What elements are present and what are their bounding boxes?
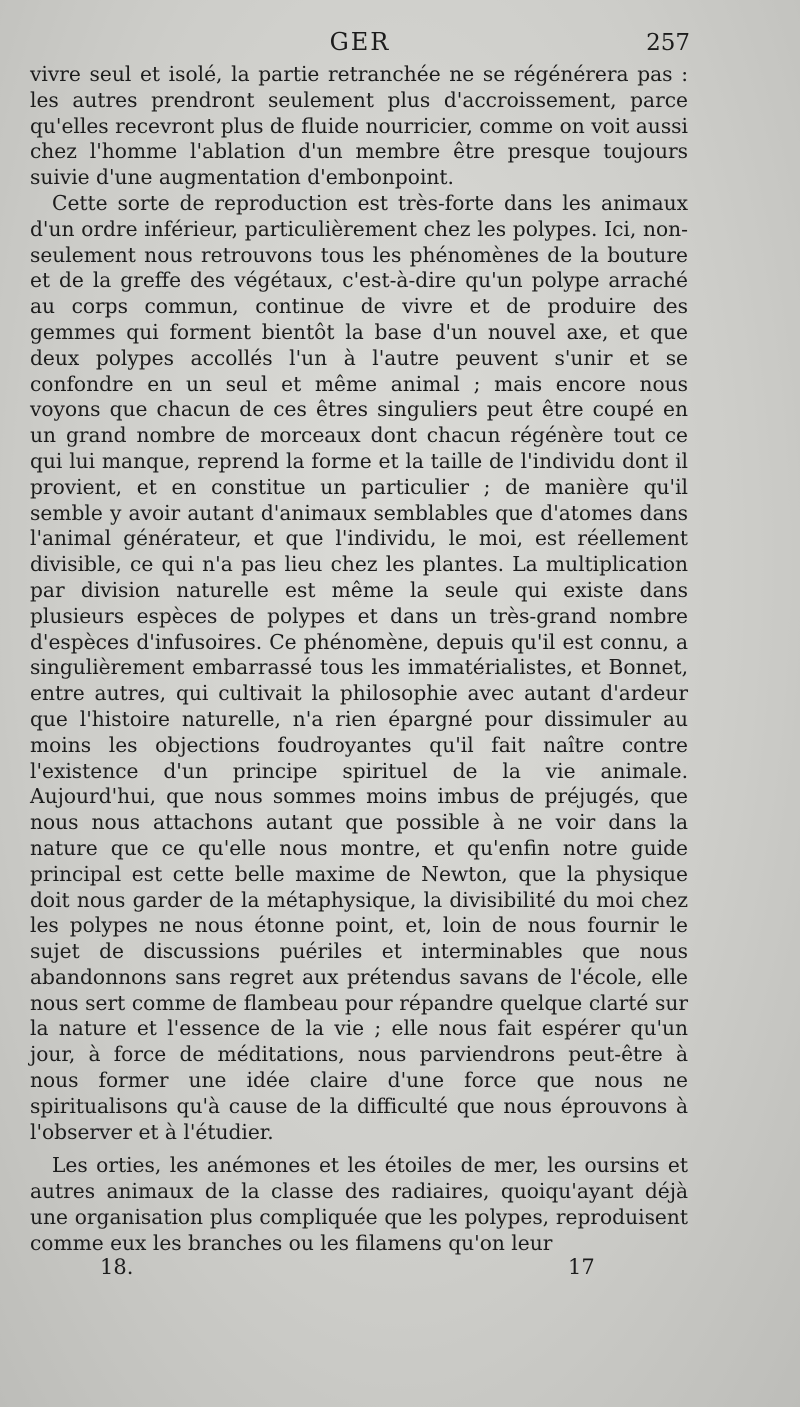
sheet-number: 17: [568, 1255, 595, 1279]
running-head: GER: [329, 28, 391, 56]
body-text: [30, 62, 688, 1257]
paragraph-reproduction: Cette sorte de reproduction est très-forte dans les animaux d'un ordre inférieur, particulièrement chez les polypes. Ici, non-seulement nous retrouvons tous les phénomènes de la bouture et de la greffe des végétaux, c'est-à-dire qu'un polype arraché au corps commun, continue de vivre et de produire des gemmes qui forment bientôt la base d'un nouvel axe, et que deux polypes accollés l'un à l'autre peuvent s'unir et se confondre en un seul et même animal ; mais encore nous voyons que chacun de ces êtres singuliers peut être coupé en un grand nombre de morceaux dont chacun régénère tout ce qui lui manque, reprend la forme et la taille de l'individu dont il provient, et en constitue un particulier ; de manière qu'il semble y avoir autant d'animaux semblables que d'atomes dans l'animal générateur, et que l'individu, le moi, est réellement divisible, ce qui n'a pas lieu chez les plantes. La multiplication par division naturelle est même la seule qui existe dans plusieurs espèces de polypes et dans un très-grand nombre d'espèces d'infusoires. Ce phénomène, depuis qu'il est connu, a singulièrement embarrassé tous les immatérialistes, et Bonnet, entre autres, qui cultivait la philosophie avec autant d'ardeur que l'histoire naturelle, n'a rien épargné pour dissimuler au moins les objections foudroyantes qu'il fait naître contre l'existence d'un principe spirituel de la vie animale. Aujourd'hui, que nous sommes moins imbus de préjugés, que nous nous attachons autant que possible à ne voir dans la nature que ce qu'elle nous montre, et qu'enfin notre guide principal est cette belle maxime de Newton, que la physique doit nous garder de la métaphysique, la divisibilité du moi chez les polypes ne nous étonne point, et, loin de nous fournir le sujet de discussions puériles et interminables que nous abandonnons sans regret aux prétendus savans de l'école, elle nous sert comme de flambeau pour répandre quelque clarté sur la nature et l'essence de la vie ; elle nous fait espérer qu'un jour, à force de méditations, nous parviendrons peut-être à nous former une idée claire d'une force que nous ne spiritualisons qu'à cause de la difficulté que nous éprouvons à l'observer et à l'étudier.: [30, 190, 688, 1144]
signature-mark: 18.: [100, 1255, 134, 1279]
paragraph-radiaires: Les orties, les anémones et les étoiles de mer, les oursins et autres animaux de la classe des radiaires, quoiqu'ayant déjà une organisation plus compliquée que les polypes, reproduisent comme eux les branches ou les filamens qu'on leur: [30, 1153, 688, 1255]
page-footer: [100, 1255, 600, 1285]
page-number: 257: [646, 30, 690, 56]
paragraph-continued: vivre seul et isolé, la partie retranchée ne se régénérera pas : les autres prendront seulement plus d'accroissement, parce qu'elles recevront plus de fluide nourricier, comme on voit aussi chez l'homme l'ablation d'un membre être presque toujours suivie d'une augmentation d'embonpoint.: [30, 62, 688, 190]
